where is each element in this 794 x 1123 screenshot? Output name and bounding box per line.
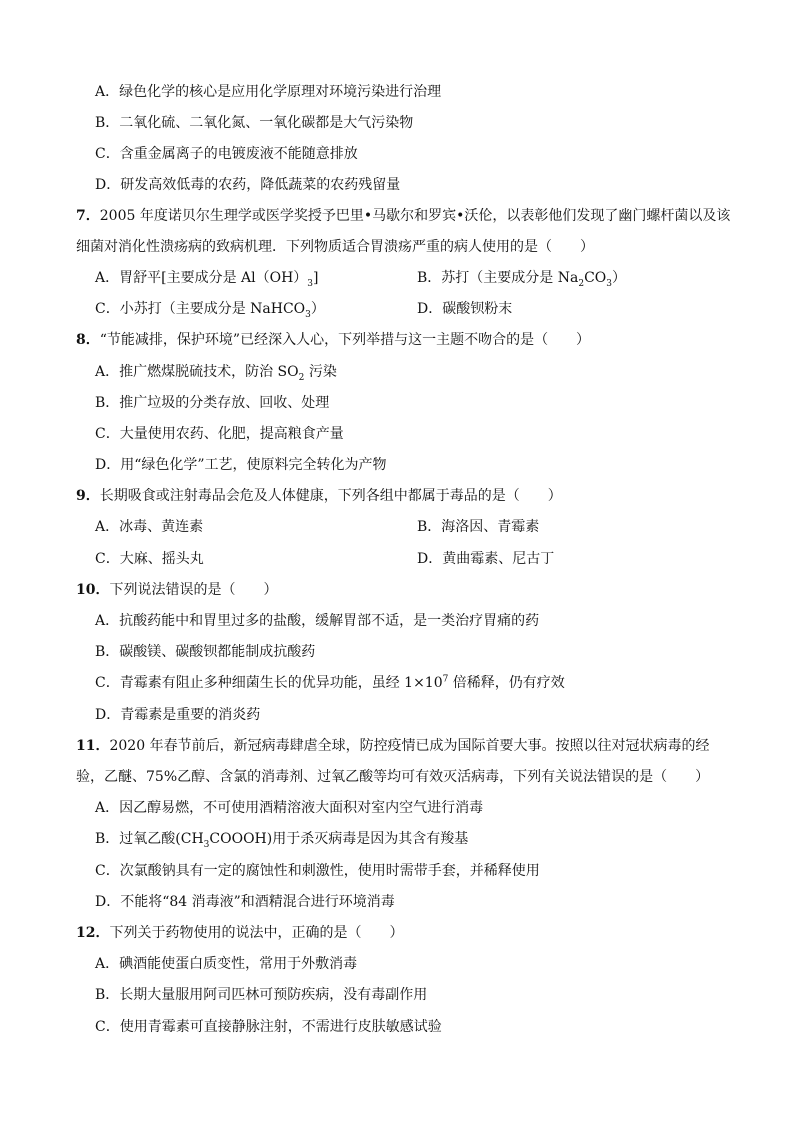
q7-option-b-end: ） (612, 270, 627, 286)
q7-text-1: 2005 年度诺贝尔生理学或医学奖授予巴里•马歇尔和罗宾•沃伦，以表彰他们发现了幽门螺杆菌以及该 (99, 208, 731, 224)
q7-stem-line1 (76, 206, 730, 226)
q6-option-c: C．含重金属离子的电镀废液不能随意排放 (95, 146, 358, 162)
q10-option-c-end: 倍稀释，仍有疗效 (448, 675, 565, 691)
q7-option-b-sub1: 2 (578, 278, 585, 289)
q11-option-b-end: COOOH)用于杀灭病毒是因为其含有羧基 (209, 831, 469, 847)
q11-option-c: C．次氯酸钠具有一定的腐蚀性和刺激性，使用时需带手套，并稀释使用 (95, 863, 540, 879)
q8-option-c: C．大量使用农药、化肥，提高粮食产量 (95, 426, 344, 442)
q10-option-d: D．青霉素是重要的消炎药 (95, 707, 261, 723)
q6-option-a: A．绿色化学的核心是应用化学原理对环境污染进行治理 (95, 84, 442, 100)
q7-option-b (417, 268, 626, 288)
q10-option-c-text: C．青霉素有阻止多种细菌生长的优异功能，虽经 1×10 (95, 675, 443, 691)
q9-number: 9． (76, 488, 100, 504)
q11-stem-line1 (76, 736, 710, 756)
q9-text: 长期吸食或注射毒品会危及人体健康，下列各组中都属于毒品的是（ ） (99, 488, 562, 504)
q8-option-a-end: 污染 (304, 364, 337, 380)
q11-text-1: 2020 年春节前后，新冠病毒肆虐全球，防控疫情已成为国际首要大事。按照以往对冠状病毒的经 (109, 738, 710, 754)
q7-option-d: D．碳酸钡粉末 (417, 301, 513, 317)
q10-option-a: A．抗酸药能中和胃里过多的盐酸，缓解胃部不适，是一类治疗胃痛的药 (95, 613, 540, 629)
q10-text: 下列说法错误的是（ ） (109, 582, 278, 598)
q9-option-d: D．黄曲霉素、尼古丁 (417, 551, 555, 567)
q9-option-a: A．冰毒、黄连素 (95, 519, 204, 535)
q8-stem (76, 330, 590, 350)
q7-option-b-mid: CO (584, 270, 607, 286)
q11-number: 11． (76, 738, 110, 754)
q8-option-a-sub: 2 (298, 372, 305, 383)
q10-number: 10． (76, 582, 110, 598)
q12-text: 下列关于药物使用的说法中，正确的是（ ） (109, 925, 404, 941)
q9-stem (76, 486, 562, 506)
q8-option-b: B．推广垃圾的分类存放、回收、处理 (95, 395, 330, 411)
q12-option-c: C．使用青霉素可直接静脉注射，不需进行皮肤敏感试验 (95, 1019, 442, 1035)
q12-number: 12． (76, 925, 110, 941)
q7-option-c-sub: 3 (305, 309, 311, 320)
q8-option-d: D．用“绿色化学”工艺，使原料完全转化为产物 (95, 457, 387, 473)
q9-option-b: B．海洛因、青霉素 (417, 519, 540, 535)
q7-option-c (95, 299, 325, 319)
q7-option-b-sub2: 3 (606, 278, 613, 289)
q12-stem (76, 923, 403, 943)
q7-option-c-end: ） (310, 301, 325, 317)
q11-option-d: D．不能将“84 消毒液”和酒精混合进行环境消毒 (95, 894, 395, 910)
q12-option-a: A．碘酒能使蛋白质变性，常用于外敷消毒 (95, 956, 358, 972)
q8-text: “节能减排，保护环境”已经深入人心，下列举措与这一主题不吻合的是（ ） (99, 332, 591, 348)
q8-option-a-text: A．推广燃煤脱硫技术，防治 SO (95, 364, 299, 380)
q11-option-b (95, 829, 468, 849)
q7-stem-line2: 细菌对消化性溃疡病的致病机理．下列物质适合胃溃疡严重的病人使用的是（ ） (76, 239, 594, 255)
q6-option-b: B．二氧化硫、二氧化氮、一氧化碳都是大气污染物 (95, 115, 414, 131)
q11-option-b-sub: 3 (203, 839, 210, 850)
q8-number: 8． (76, 332, 100, 348)
q11-option-b-text: B．过氧乙酸(CH (95, 831, 204, 847)
q11-option-a: A．因乙醇易燃，不可使用酒精溶液大面积对室内空气进行消毒 (95, 800, 484, 816)
q10-option-c (95, 673, 565, 693)
q12-option-b: B．长期大量服用阿司匹林可预防疾病，没有毒副作用 (95, 987, 428, 1003)
q7-number: 7． (76, 208, 100, 224)
q7-option-b-text: B．苏打（主要成分是 Na (417, 270, 579, 286)
q7-option-a-sub: 3 (307, 278, 314, 289)
q10-stem (76, 580, 277, 600)
q10-option-b: B．碳酸镁、碳酸钡都能制成抗酸药 (95, 644, 316, 660)
q10-option-c-sup: 7 (442, 674, 449, 685)
q9-option-c: C．大麻、摇头丸 (95, 551, 204, 567)
q7-option-a (95, 268, 319, 288)
q6-option-d: D．研发高效低毒的农药，降低蔬菜的农药残留量 (95, 177, 401, 193)
q7-option-c-text: C．小苏打（主要成分是 NaHCO (95, 301, 306, 317)
q7-option-a-end: ] (313, 270, 319, 286)
q7-option-a-text: A．胃舒平[主要成分是 Al（OH） (95, 270, 308, 286)
q11-stem-line2: 验，乙醚、75%乙醇、含氯的消毒剂、过氧乙酸等均可有效灭活病毒，下列有关说法错误的是（ ） (76, 769, 710, 785)
q8-option-a (95, 362, 337, 382)
